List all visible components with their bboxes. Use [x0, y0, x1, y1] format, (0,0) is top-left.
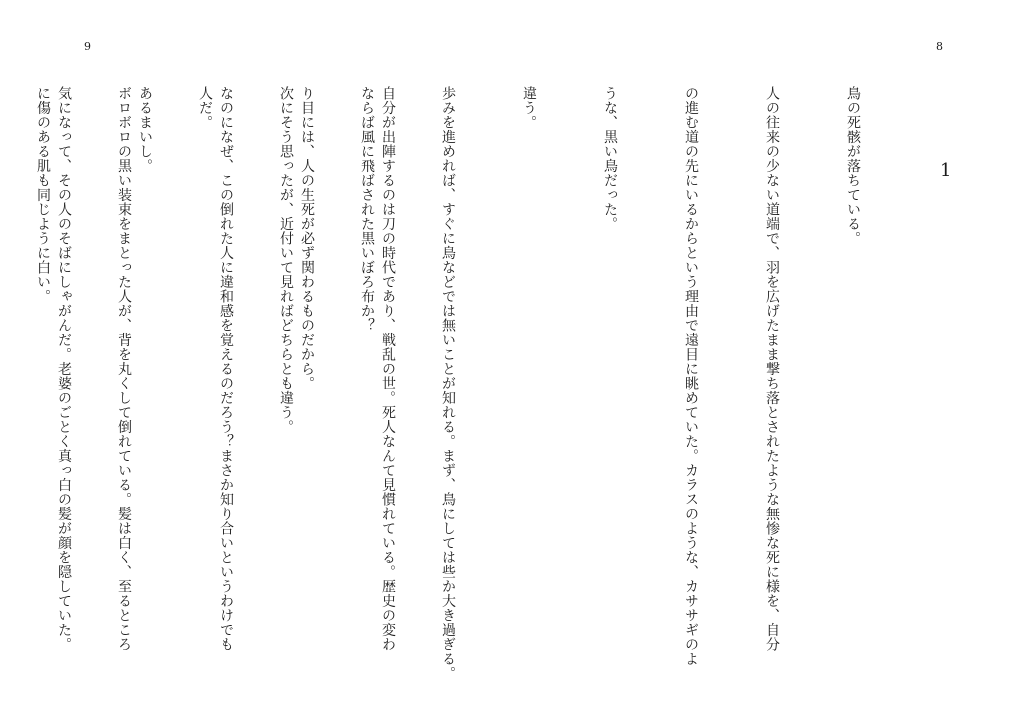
- page-number-left: 9: [84, 40, 91, 53]
- text-line: 歩みを進めれば、すぐに鳥などでは無いことが知れる。まず、鳥にしては些か大き過ぎる。: [440, 86, 456, 681]
- text-line: 人だ。: [197, 86, 213, 130]
- text-line: なのになぜ、この倒れた人に違和感を覚えるのだろう？まさか知り合いというわけでも: [218, 86, 234, 652]
- page-number-right: 8: [936, 40, 943, 53]
- text-line: ボロボロの黒い装束をまとった人が、背を丸くして倒れている。髪は白く、至るところ: [116, 86, 132, 652]
- text-line: り目には、人の生死が必ず関わるものだから。: [299, 86, 315, 391]
- text-line: 気になって、その人のそばにしゃがんだ。老婆のごとく真っ白の髪が顔を隠していた。: [56, 86, 72, 652]
- text-line: の進む道の先にいるからという理由で遠目に眺めていた。カラスのような、カササギのよ: [683, 86, 699, 666]
- chapter-number: 1: [940, 160, 952, 181]
- text-line: 自分が出陣するのは刀の時代であり、戦乱の世。死人なんて見慣れている。歴史の変わ: [380, 86, 396, 652]
- text-line: ならば風に飛ばされた黒いぼろ布か？: [359, 86, 375, 333]
- text-line: 違う。: [521, 86, 537, 130]
- text-line: うな、黒い鳥だった。: [602, 86, 618, 231]
- text-line: あるまいし。: [137, 86, 153, 173]
- text-line: に傷のある肌も同じように白い。: [35, 86, 51, 304]
- text-line: 次にそう思ったが、近付いて見ればどちらとも違う。: [278, 86, 294, 434]
- text-line: 人の往来の少ない道端で、羽を広げたまま撃ち落とされたような無惨な死に様を、自分: [764, 86, 780, 652]
- text-line: 鳥の死骸が落ちている。: [845, 86, 861, 246]
